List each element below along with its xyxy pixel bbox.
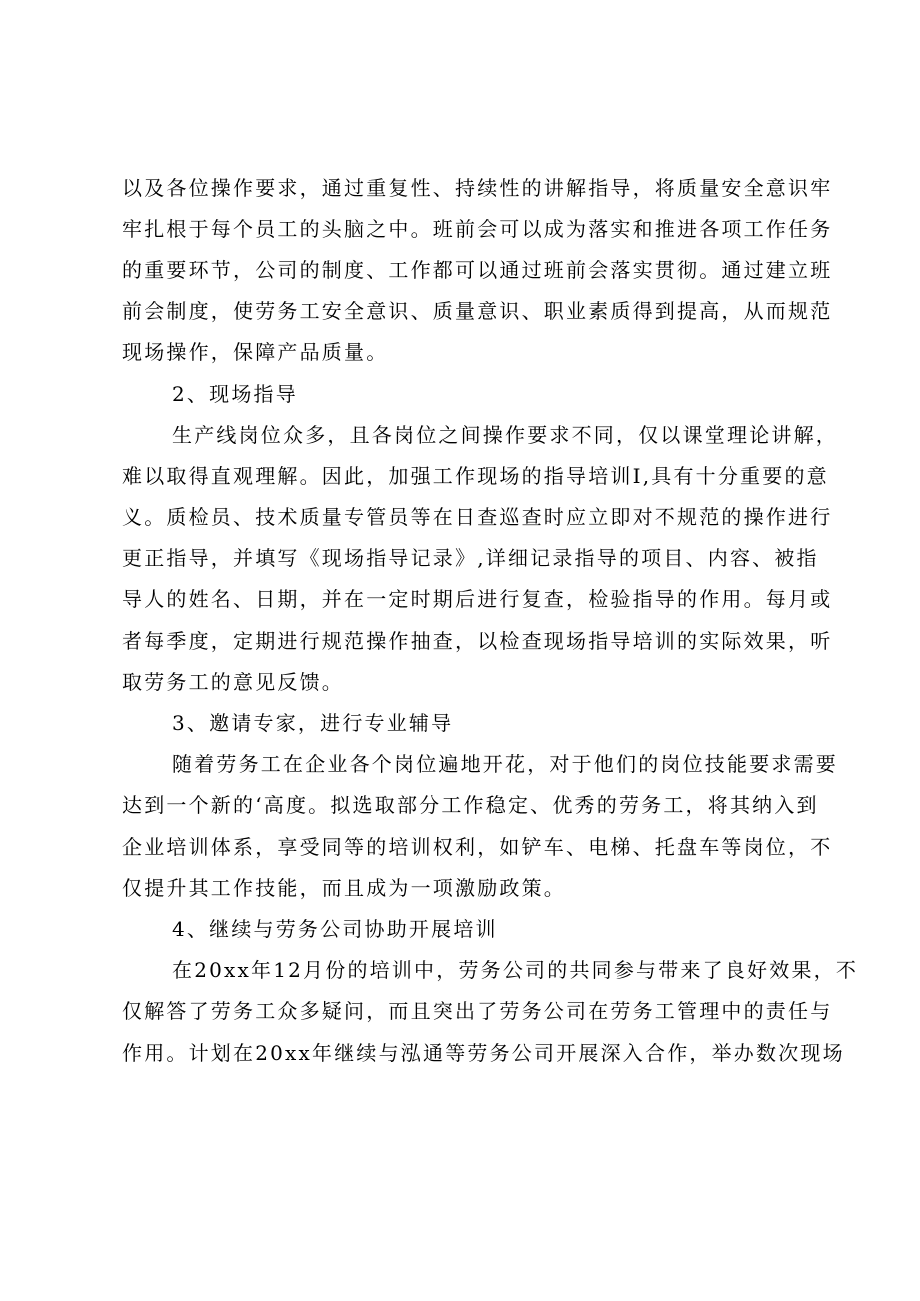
paragraph-line: 牢扎根于每个员工的头脑之中。班前会可以成为落实和推进各项工作任务 bbox=[122, 217, 833, 241]
paragraph-line: 达到一个新的‘高度。拟选取部分工作稳定、优秀的劳务工，将其纳入到 bbox=[122, 793, 819, 817]
paragraph-line: 更正指导，并填写《现场指导记录》,详细记录指导的项目、内容、被指 bbox=[122, 546, 819, 570]
paragraph-line: 前会制度，使劳务工安全意识、质量意识、职业素质得到提高，从而规范 bbox=[122, 299, 833, 323]
paragraph-line: 企业培训体系，享受同等的培训权利，如铲车、电梯、托盘车等岗位，不 bbox=[122, 835, 833, 859]
paragraph-line: 作用。计划在20xx年继续与泓通等劳务公司开展深入合作，举办数次现场 bbox=[122, 1041, 845, 1065]
paragraph-line: 导人的姓名、日期，并在一定时期后进行复查，检验指导的作用。每月或 bbox=[122, 587, 833, 611]
paragraph-line: 仅提升其工作技能，而且成为一项激励政策。 bbox=[122, 876, 566, 900]
paragraph-line: 难以取得直观理解。因此，加强工作现场的指导培训I,具有十分重要的意 bbox=[122, 464, 829, 488]
paragraph-line: 的重要环节，公司的制度、工作都可以通过班前会落实贯彻。通过建立班 bbox=[122, 258, 833, 282]
section-heading: 3、邀请专家，进行专业辅导 bbox=[172, 711, 454, 735]
paragraph-line: 义。质检员、技术质量专管员等在日查巡查时应立即对不规范的操作进行 bbox=[122, 505, 833, 529]
paragraph-line: 取劳务工的意见反馈。 bbox=[122, 670, 344, 694]
section-heading: 2、现场指导 bbox=[172, 382, 298, 406]
paragraph-line: 仅解答了劳务工众多疑问，而且突出了劳务公司在劳务工管理中的责任与 bbox=[122, 999, 833, 1023]
paragraph-line: 在20xx年12月份的培训中，劳务公司的共同参与带来了良好效果，不 bbox=[172, 958, 859, 982]
paragraph-line: 现场操作，保障产品质量。 bbox=[122, 340, 389, 364]
paragraph-line: 随着劳务工在企业各个岗位遍地开花，对于他们的岗位技能要求需要 bbox=[172, 752, 838, 776]
paragraph-line: 生产线岗位众多，且各岗位之间操作要求不同，仅以课堂理论讲解， bbox=[172, 423, 838, 447]
paragraph-line: 以及各位操作要求，通过重复性、持续性的讲解指导，将质量安全意识牢 bbox=[122, 176, 833, 200]
section-heading: 4、继续与劳务公司协助开展培训 bbox=[172, 917, 498, 941]
paragraph-line: 者每季度，定期进行规范操作抽查，以检查现场指导培训的实际效果，听 bbox=[122, 629, 833, 653]
